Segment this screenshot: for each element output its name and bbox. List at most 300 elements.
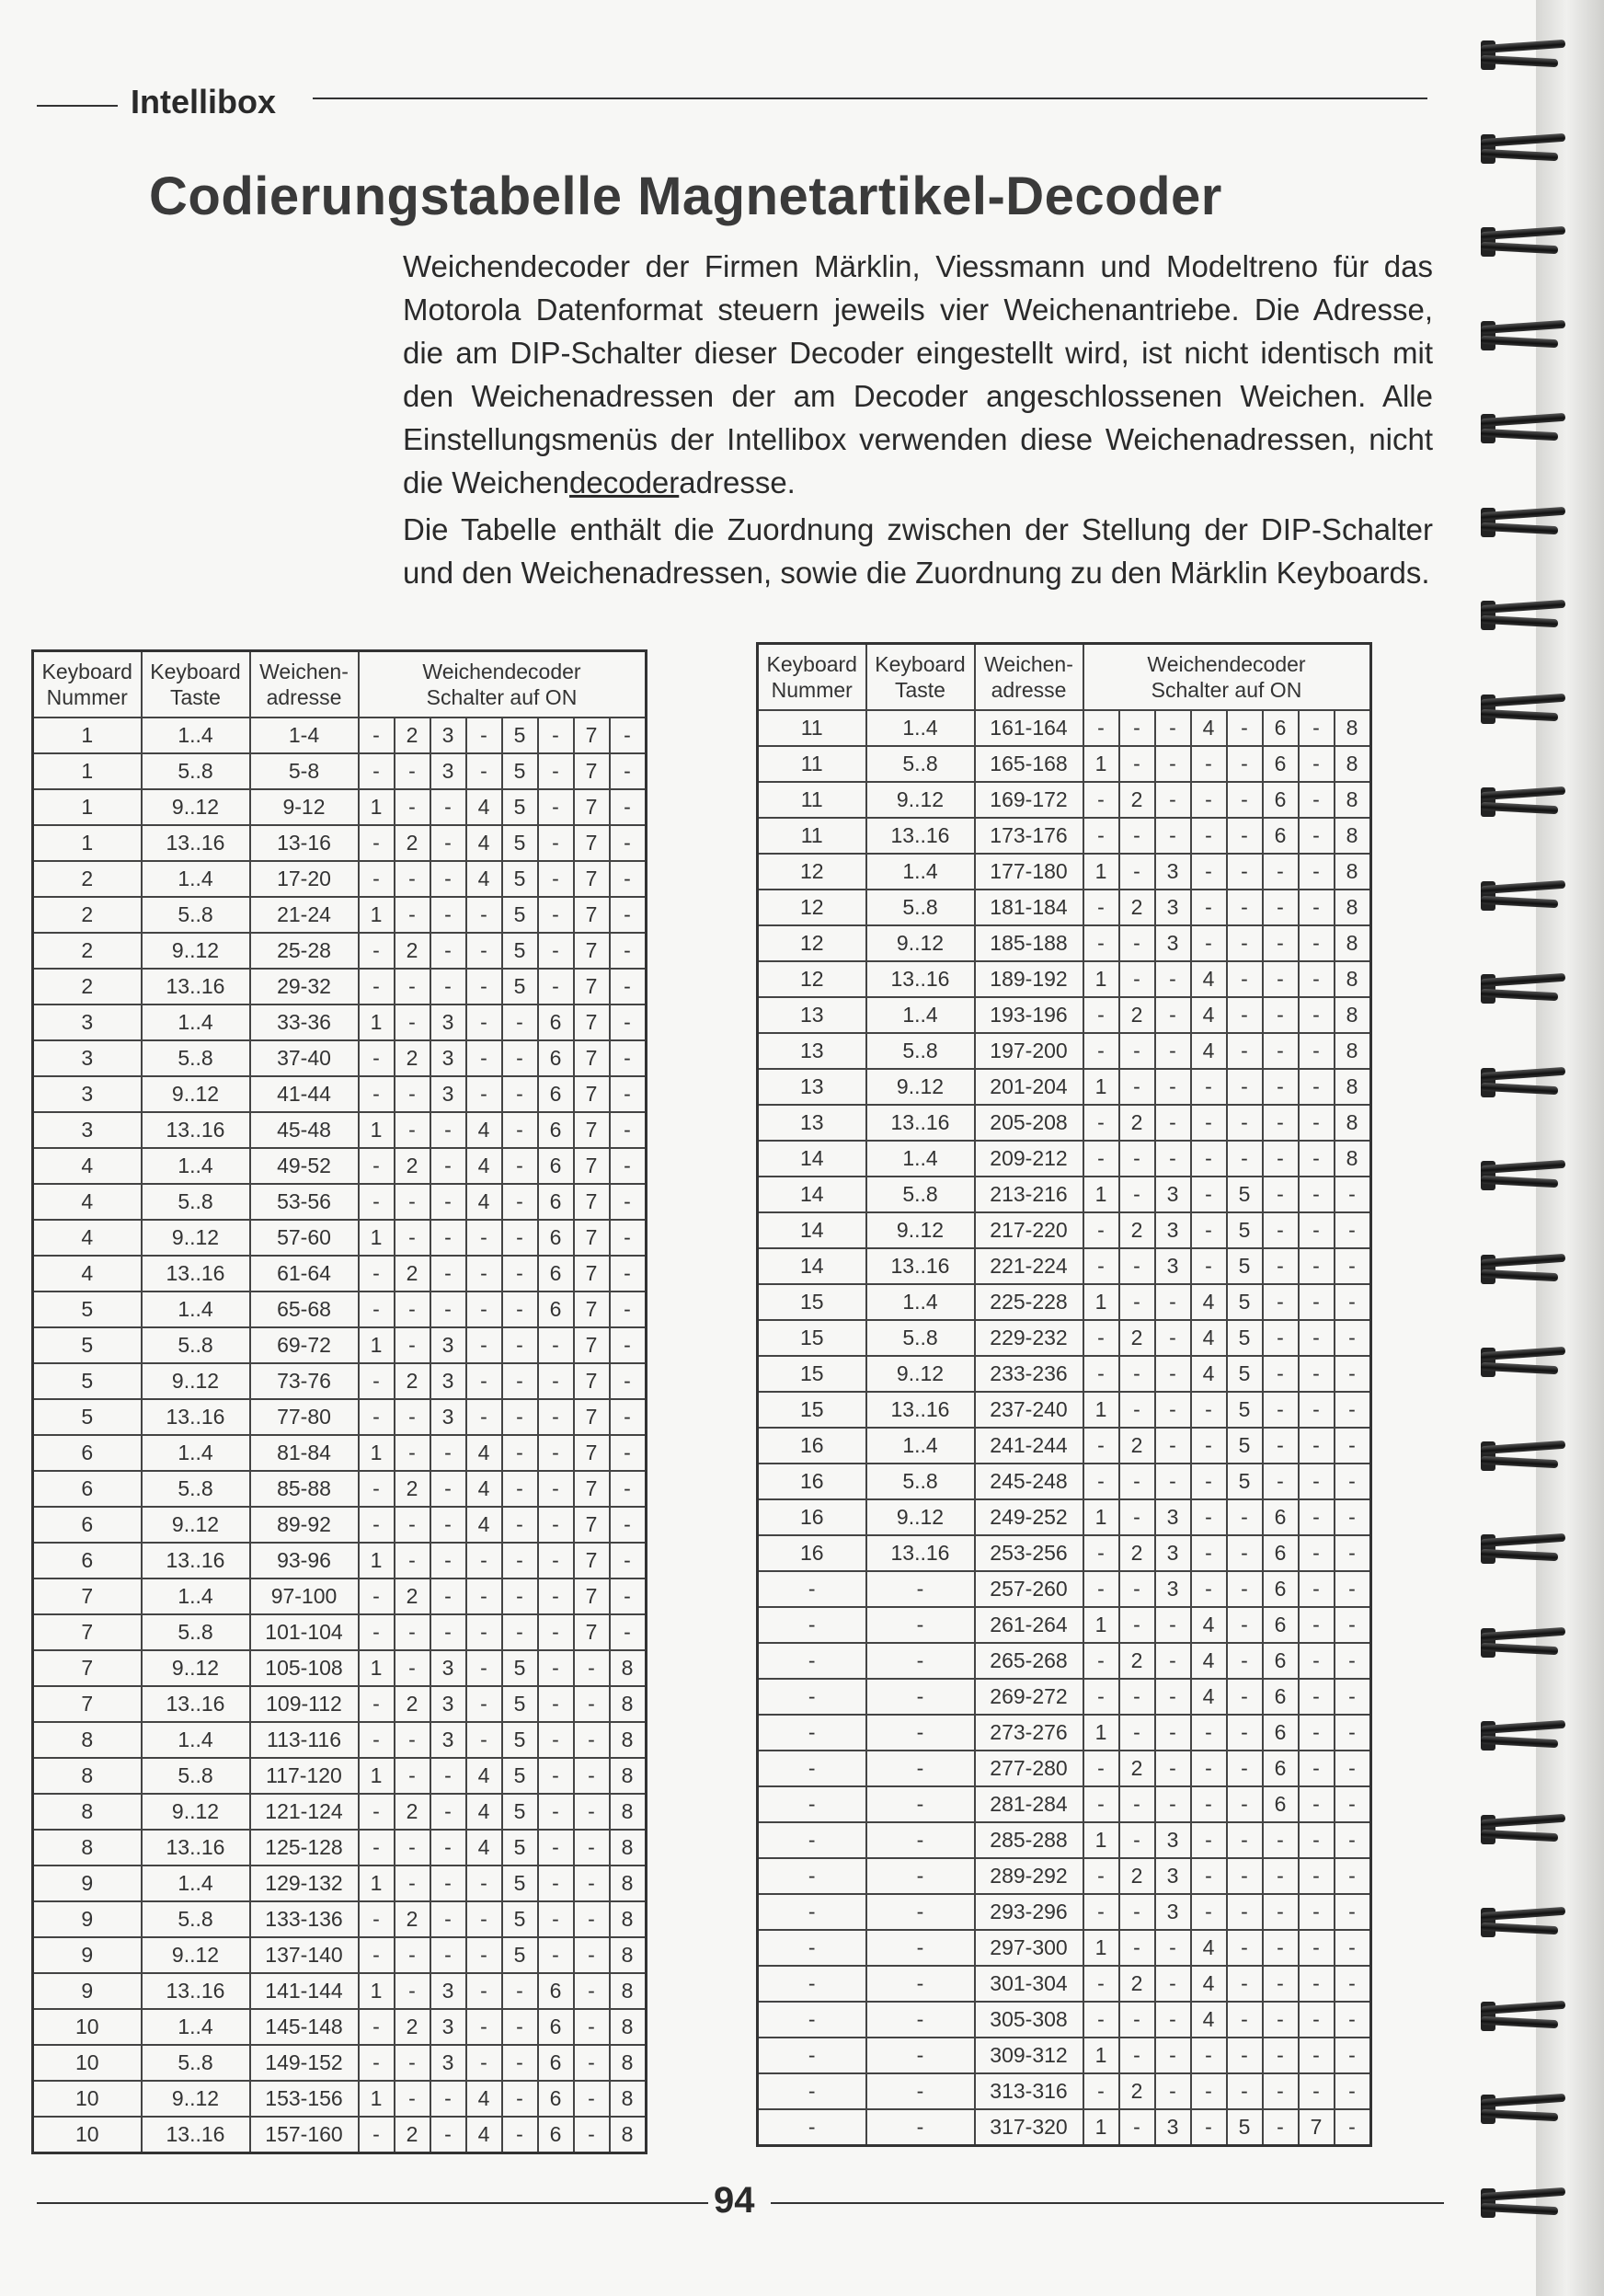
switch-2-cell: - xyxy=(1119,1571,1155,1607)
binding-ring-icon xyxy=(1481,1531,1573,1567)
switch-3-cell: - xyxy=(430,933,466,969)
switch-3-cell: 3 xyxy=(430,1076,466,1112)
switch-7-cell: - xyxy=(1299,1105,1335,1141)
switch-4-cell: - xyxy=(466,1399,502,1435)
table-row xyxy=(758,1535,1371,1571)
weichenadresse-cell: 277-280 xyxy=(975,1751,1083,1786)
table-row xyxy=(758,1607,1371,1643)
switch-3-cell: - xyxy=(430,1614,466,1650)
keyboard-taste-cell: 1..4 xyxy=(866,710,975,746)
weichenadresse-cell: 113-116 xyxy=(250,1722,359,1758)
switch-5-cell: - xyxy=(1227,818,1263,854)
table-row xyxy=(33,1901,647,1937)
switch-1-cell: 1 xyxy=(359,1650,395,1686)
switch-8-cell: - xyxy=(610,718,647,753)
switch-2-cell: 2 xyxy=(1119,1643,1155,1679)
switch-8-cell: - xyxy=(610,1614,647,1650)
switch-3-cell: - xyxy=(1155,1607,1191,1643)
switch-3-cell: 3 xyxy=(430,1004,466,1040)
switch-8-cell: 8 xyxy=(610,1650,647,1686)
header-line: Keyboard xyxy=(875,652,966,676)
switch-1-cell: - xyxy=(359,1901,395,1937)
switch-5-cell: - xyxy=(1227,2002,1263,2038)
switch-7-cell: - xyxy=(574,1830,610,1866)
keyboard-taste-cell: 1..4 xyxy=(142,1435,250,1471)
switch-2-cell: 2 xyxy=(1119,1535,1155,1571)
switch-4-cell: 4 xyxy=(466,1435,502,1471)
switch-5-cell: - xyxy=(1227,2073,1263,2109)
switch-8-cell: - xyxy=(610,1112,647,1148)
switch-4-cell: - xyxy=(1191,1499,1227,1535)
weichenadresse-cell: 13-16 xyxy=(250,825,359,861)
table-row xyxy=(33,1471,647,1507)
switch-8-cell: 8 xyxy=(610,1973,647,2009)
switch-6-cell: 6 xyxy=(538,1973,574,2009)
keyboard-nummer-cell: 10 xyxy=(33,2117,142,2153)
switch-5-cell: - xyxy=(502,1543,538,1578)
table-row xyxy=(758,1930,1371,1966)
table-row xyxy=(758,710,1371,746)
switch-8-cell: 8 xyxy=(610,1937,647,1973)
switch-4-cell: - xyxy=(466,1543,502,1578)
table-row xyxy=(33,1722,647,1758)
switch-7-cell: - xyxy=(574,1722,610,1758)
keyboard-taste-cell: 5..8 xyxy=(142,1758,250,1794)
weichenadresse-cell: 261-264 xyxy=(975,1607,1083,1643)
switch-1-cell: 1 xyxy=(359,1220,395,1256)
table-row xyxy=(33,1794,647,1830)
switch-3-cell: - xyxy=(1155,2073,1191,2109)
keyboard-taste-cell: 1..4 xyxy=(866,1284,975,1320)
switch-1-cell: 1 xyxy=(1083,1715,1119,1751)
switch-6-cell: - xyxy=(1263,2073,1299,2109)
switch-5-cell: - xyxy=(1227,1571,1263,1607)
switch-6-cell: - xyxy=(538,1830,574,1866)
switch-2-cell: 2 xyxy=(395,2009,430,2045)
switch-1-cell: - xyxy=(359,1256,395,1292)
switch-5-cell: - xyxy=(502,2045,538,2081)
keyboard-taste-cell: 1..4 xyxy=(142,718,250,753)
keyboard-nummer-cell: 11 xyxy=(758,818,866,854)
keyboard-taste-cell: 5..8 xyxy=(142,1327,250,1363)
intro-paragraph-1 xyxy=(403,245,1433,504)
switch-6-cell: - xyxy=(1263,854,1299,890)
switch-1-cell: 1 xyxy=(1083,1822,1119,1858)
header-rule-left xyxy=(37,105,118,107)
keyboard-nummer-cell: 13 xyxy=(758,1105,866,1141)
header-line: Weichen- xyxy=(259,660,349,683)
switch-6-cell: - xyxy=(1263,1392,1299,1428)
switch-1-cell: 1 xyxy=(359,1112,395,1148)
switch-8-cell: - xyxy=(1335,2002,1371,2038)
switch-8-cell: - xyxy=(610,1148,647,1184)
table-row xyxy=(758,961,1371,997)
switch-4-cell: 4 xyxy=(1191,1320,1227,1356)
switch-3-cell: 3 xyxy=(430,1686,466,1722)
table-row xyxy=(33,1543,647,1578)
switch-8-cell: - xyxy=(610,825,647,861)
switch-5-cell: - xyxy=(1227,890,1263,925)
switch-2-cell: - xyxy=(395,1004,430,1040)
binding-ring-icon xyxy=(1481,970,1573,1007)
keyboard-taste-cell: - xyxy=(866,1786,975,1822)
switch-4-cell: - xyxy=(1191,1392,1227,1428)
switch-4-cell: 4 xyxy=(1191,710,1227,746)
switch-5-cell: 5 xyxy=(502,1901,538,1937)
weichenadresse-cell: 89-92 xyxy=(250,1507,359,1543)
switch-4-cell: 4 xyxy=(1191,1284,1227,1320)
switch-1-cell: - xyxy=(1083,2002,1119,2038)
switch-2-cell: - xyxy=(1119,1392,1155,1428)
switch-2-cell: - xyxy=(395,1543,430,1578)
switch-1-cell: - xyxy=(359,1363,395,1399)
binding-ring-icon xyxy=(1481,1998,1573,2035)
switch-1-cell: - xyxy=(1083,997,1119,1033)
switch-7-cell: 7 xyxy=(574,1578,610,1614)
switch-2-cell: - xyxy=(1119,1464,1155,1499)
switch-8-cell: 8 xyxy=(610,2009,647,2045)
switch-3-cell: - xyxy=(430,1543,466,1578)
switch-3-cell: - xyxy=(1155,1356,1191,1392)
switch-2-cell: - xyxy=(1119,2002,1155,2038)
switch-5-cell: - xyxy=(502,1507,538,1543)
weichenadresse-cell: 121-124 xyxy=(250,1794,359,1830)
switch-4-cell: - xyxy=(1191,1212,1227,1248)
switch-4-cell: - xyxy=(466,969,502,1004)
weichenadresse-cell: 149-152 xyxy=(250,2045,359,2081)
switch-6-cell: - xyxy=(538,1686,574,1722)
switch-6-cell: - xyxy=(1263,1069,1299,1105)
intro-p1-text: Weichendecoder der Firmen Märklin, Viessmann und Modeltreno für das Motorola Datenformat steuern jeweils vier Weichenantriebe. Die Adresse, die am DIP-Schalter dieser Decoder eingestellt wird, ist nicht identisch mit den Weichenadressen der am Decoder angeschlossenen Weichen. Alle Einstellungsmenüs der Intellibox verwenden diese Weichenadressen, nicht die Weichen xyxy=(403,249,1433,499)
switch-7-cell: - xyxy=(1299,1141,1335,1177)
weichenadresse-cell: 9-12 xyxy=(250,789,359,825)
switch-4-cell: - xyxy=(466,1004,502,1040)
header-weichendecoder xyxy=(359,651,647,718)
switch-1-cell: - xyxy=(1083,782,1119,818)
weichenadresse-cell: 17-20 xyxy=(250,861,359,897)
switch-4-cell: 4 xyxy=(1191,961,1227,997)
keyboard-nummer-cell: 12 xyxy=(758,854,866,890)
header-line: Taste xyxy=(895,678,945,702)
switch-3-cell: - xyxy=(430,825,466,861)
table-row xyxy=(33,2081,647,2117)
switch-1-cell: - xyxy=(1083,1248,1119,1284)
switch-3-cell: 3 xyxy=(1155,1177,1191,1212)
switch-1-cell: - xyxy=(1083,818,1119,854)
switch-8-cell: - xyxy=(610,1004,647,1040)
keyboard-nummer-cell: 7 xyxy=(33,1686,142,1722)
switch-2-cell: 2 xyxy=(395,825,430,861)
keyboard-taste-cell: 9..12 xyxy=(142,789,250,825)
switch-7-cell: - xyxy=(1299,1966,1335,2002)
binding-ring-icon xyxy=(1481,1438,1573,1475)
table-row xyxy=(33,1650,647,1686)
keyboard-nummer-cell: 14 xyxy=(758,1212,866,1248)
switch-4-cell: - xyxy=(1191,746,1227,782)
switch-1-cell: 1 xyxy=(1083,1177,1119,1212)
switch-7-cell: - xyxy=(1299,1786,1335,1822)
switch-8-cell: 8 xyxy=(1335,961,1371,997)
switch-6-cell: 6 xyxy=(538,1292,574,1327)
weichenadresse-cell: 109-112 xyxy=(250,1686,359,1722)
switch-6-cell: - xyxy=(538,1937,574,1973)
switch-1-cell: 1 xyxy=(359,1327,395,1363)
switch-7-cell: - xyxy=(574,1650,610,1686)
switch-1-cell: 1 xyxy=(359,1973,395,2009)
table-row xyxy=(758,782,1371,818)
switch-6-cell: - xyxy=(538,1578,574,1614)
weichenadresse-cell: 125-128 xyxy=(250,1830,359,1866)
switch-3-cell: 3 xyxy=(1155,1571,1191,1607)
keyboard-nummer-cell: 12 xyxy=(758,961,866,997)
keyboard-taste-cell: 9..12 xyxy=(866,925,975,961)
binding-ring-icon xyxy=(1481,1344,1573,1381)
switch-4-cell: - xyxy=(1191,1428,1227,1464)
switch-5-cell: - xyxy=(1227,1966,1263,2002)
switch-7-cell: 7 xyxy=(574,718,610,753)
weichenadresse-cell: 309-312 xyxy=(975,2038,1083,2073)
switch-5-cell: - xyxy=(1227,1141,1263,1177)
switch-1-cell: - xyxy=(1083,925,1119,961)
switch-2-cell: - xyxy=(1119,1033,1155,1069)
switch-6-cell: 6 xyxy=(538,1256,574,1292)
switch-3-cell: - xyxy=(430,1220,466,1256)
switch-7-cell: - xyxy=(1299,782,1335,818)
switch-3-cell: - xyxy=(1155,782,1191,818)
switch-2-cell: 2 xyxy=(395,1256,430,1292)
keyboard-nummer-cell: 14 xyxy=(758,1177,866,1212)
table-row xyxy=(33,1220,647,1256)
keyboard-nummer-cell: - xyxy=(758,1858,866,1894)
keyboard-nummer-cell: - xyxy=(758,2109,866,2146)
weichenadresse-cell: 77-80 xyxy=(250,1399,359,1435)
table-row xyxy=(33,1184,647,1220)
weichenadresse-cell: 213-216 xyxy=(975,1177,1083,1212)
switch-2-cell: - xyxy=(1119,854,1155,890)
switch-6-cell: - xyxy=(538,897,574,933)
switch-6-cell: - xyxy=(1263,1356,1299,1392)
switch-5-cell: 5 xyxy=(1227,2109,1263,2146)
keyboard-taste-cell: 5..8 xyxy=(142,753,250,789)
weichenadresse-cell: 221-224 xyxy=(975,1248,1083,1284)
keyboard-taste-cell: 13..16 xyxy=(142,1830,250,1866)
binding-ring-icon xyxy=(1481,1904,1573,1941)
switch-4-cell: 4 xyxy=(1191,1033,1227,1069)
keyboard-nummer-cell: 9 xyxy=(33,1866,142,1901)
switch-7-cell: - xyxy=(1299,1751,1335,1786)
header-weichenadresse xyxy=(250,651,359,718)
switch-8-cell: - xyxy=(1335,1822,1371,1858)
switch-7-cell: 7 xyxy=(574,1076,610,1112)
switch-3-cell: - xyxy=(430,1794,466,1830)
weichenadresse-cell: 189-192 xyxy=(975,961,1083,997)
switch-4-cell: 4 xyxy=(466,1758,502,1794)
keyboard-nummer-cell: - xyxy=(758,1751,866,1786)
switch-2-cell: - xyxy=(1119,2038,1155,2073)
switch-1-cell: 1 xyxy=(359,1866,395,1901)
weichenadresse-cell: 317-320 xyxy=(975,2109,1083,2146)
switch-6-cell: 6 xyxy=(538,1112,574,1148)
switch-3-cell: - xyxy=(1155,1679,1191,1715)
switch-3-cell: - xyxy=(430,1112,466,1148)
table-row xyxy=(33,1292,647,1327)
binding-ring-icon xyxy=(1481,1811,1573,1848)
keyboard-taste-cell: - xyxy=(866,2109,975,2146)
switch-4-cell: - xyxy=(1191,1141,1227,1177)
switch-4-cell: - xyxy=(1191,782,1227,818)
switch-8-cell: 8 xyxy=(610,1901,647,1937)
table-row xyxy=(758,1822,1371,1858)
switch-1-cell: 1 xyxy=(359,897,395,933)
switch-4-cell: - xyxy=(1191,1535,1227,1571)
switch-6-cell: - xyxy=(1263,1248,1299,1284)
switch-2-cell: - xyxy=(395,2081,430,2117)
switch-6-cell: 6 xyxy=(1263,710,1299,746)
switch-2-cell: 2 xyxy=(1119,997,1155,1033)
keyboard-nummer-cell: 1 xyxy=(33,825,142,861)
switch-5-cell: - xyxy=(502,1184,538,1220)
switch-7-cell: - xyxy=(1299,2038,1335,2073)
switch-4-cell: - xyxy=(466,753,502,789)
switch-3-cell: - xyxy=(1155,1069,1191,1105)
switch-7-cell: - xyxy=(1299,854,1335,890)
switch-4-cell: 4 xyxy=(466,1112,502,1148)
keyboard-nummer-cell: 6 xyxy=(33,1543,142,1578)
switch-8-cell: - xyxy=(1335,1535,1371,1571)
table-row xyxy=(33,2009,647,2045)
table-row xyxy=(758,1499,1371,1535)
switch-2-cell: 2 xyxy=(1119,1751,1155,1786)
switch-5-cell: - xyxy=(502,1112,538,1148)
keyboard-taste-cell: 13..16 xyxy=(866,1535,975,1571)
weichenadresse-cell: 25-28 xyxy=(250,933,359,969)
switch-8-cell: - xyxy=(1335,1786,1371,1822)
switch-6-cell: 6 xyxy=(1263,1571,1299,1607)
switch-2-cell: - xyxy=(1119,1715,1155,1751)
switch-2-cell: - xyxy=(1119,1607,1155,1643)
weichenadresse-cell: 73-76 xyxy=(250,1363,359,1399)
switch-8-cell: - xyxy=(610,933,647,969)
switch-3-cell: - xyxy=(1155,818,1191,854)
switch-6-cell: 6 xyxy=(538,1148,574,1184)
switch-7-cell: - xyxy=(1299,1392,1335,1428)
table-row xyxy=(758,1464,1371,1499)
switch-1-cell: - xyxy=(1083,890,1119,925)
switch-8-cell: - xyxy=(1335,2109,1371,2146)
switch-4-cell: - xyxy=(466,1292,502,1327)
keyboard-nummer-cell: 8 xyxy=(33,1794,142,1830)
switch-7-cell: - xyxy=(1299,961,1335,997)
weichenadresse-cell: 313-316 xyxy=(975,2073,1083,2109)
switch-2-cell: - xyxy=(1119,2109,1155,2146)
keyboard-nummer-cell: 11 xyxy=(758,746,866,782)
switch-8-cell: 8 xyxy=(610,2081,647,2117)
switch-6-cell: - xyxy=(538,1901,574,1937)
header-keyboard-nummer xyxy=(758,644,866,711)
switch-4-cell: - xyxy=(1191,854,1227,890)
switch-5-cell: - xyxy=(502,1076,538,1112)
switch-8-cell: 8 xyxy=(610,1866,647,1901)
table-row xyxy=(758,1141,1371,1177)
switch-4-cell: - xyxy=(1191,1751,1227,1786)
switch-3-cell: - xyxy=(1155,1966,1191,2002)
switch-2-cell: 2 xyxy=(395,1578,430,1614)
switch-7-cell: 7 xyxy=(574,861,610,897)
binding-ring-icon xyxy=(1481,317,1573,354)
switch-3-cell: 3 xyxy=(1155,925,1191,961)
weichenadresse-cell: 161-164 xyxy=(975,710,1083,746)
switch-7-cell: - xyxy=(574,1758,610,1794)
table-row xyxy=(758,1069,1371,1105)
intro-p1-underlined: decoder xyxy=(569,465,680,499)
switch-2-cell: - xyxy=(395,1722,430,1758)
switch-4-cell: - xyxy=(1191,890,1227,925)
table-header-row xyxy=(33,651,647,718)
switch-1-cell: - xyxy=(1083,1751,1119,1786)
keyboard-taste-cell: 13..16 xyxy=(142,1112,250,1148)
weichenadresse-cell: 205-208 xyxy=(975,1105,1083,1141)
weichenadresse-cell: 53-56 xyxy=(250,1184,359,1220)
switch-5-cell: 5 xyxy=(502,825,538,861)
switch-3-cell: - xyxy=(1155,1428,1191,1464)
switch-6-cell: 6 xyxy=(1263,746,1299,782)
switch-4-cell: - xyxy=(466,1327,502,1363)
switch-5-cell: - xyxy=(502,1327,538,1363)
switch-6-cell: - xyxy=(1263,997,1299,1033)
switch-6-cell: - xyxy=(538,718,574,753)
switch-4-cell: - xyxy=(466,1937,502,1973)
table-row xyxy=(33,1758,647,1794)
switch-2-cell: - xyxy=(395,969,430,1004)
switch-3-cell: - xyxy=(430,1830,466,1866)
keyboard-taste-cell: - xyxy=(866,2002,975,2038)
switch-4-cell: 4 xyxy=(1191,2002,1227,2038)
switch-6-cell: - xyxy=(538,1614,574,1650)
switch-6-cell: - xyxy=(538,753,574,789)
switch-1-cell: 1 xyxy=(1083,1499,1119,1535)
weichenadresse-cell: 117-120 xyxy=(250,1758,359,1794)
switch-1-cell: - xyxy=(359,1830,395,1866)
keyboard-nummer-cell: 2 xyxy=(33,897,142,933)
switch-8-cell: - xyxy=(610,897,647,933)
table-row xyxy=(758,2038,1371,2073)
keyboard-taste-cell: 5..8 xyxy=(866,890,975,925)
switch-2-cell: - xyxy=(395,2045,430,2081)
switch-7-cell: - xyxy=(574,2009,610,2045)
switch-6-cell: - xyxy=(1263,1177,1299,1212)
keyboard-nummer-cell: - xyxy=(758,1607,866,1643)
switch-6-cell: - xyxy=(1263,890,1299,925)
switch-3-cell: 3 xyxy=(1155,1535,1191,1571)
weichenadresse-cell: 137-140 xyxy=(250,1937,359,1973)
switch-5-cell: - xyxy=(1227,1715,1263,1751)
switch-7-cell: 7 xyxy=(574,1004,610,1040)
switch-6-cell: - xyxy=(1263,1858,1299,1894)
switch-8-cell: 8 xyxy=(610,1794,647,1830)
keyboard-taste-cell: 9..12 xyxy=(866,1356,975,1392)
switch-8-cell: - xyxy=(1335,1966,1371,2002)
switch-2-cell: 2 xyxy=(1119,1105,1155,1141)
switch-5-cell: - xyxy=(1227,961,1263,997)
switch-4-cell: - xyxy=(466,933,502,969)
switch-5-cell: - xyxy=(502,1578,538,1614)
keyboard-nummer-cell: 15 xyxy=(758,1356,866,1392)
switch-6-cell: 6 xyxy=(1263,1751,1299,1786)
switch-1-cell: 1 xyxy=(1083,2038,1119,2073)
switch-8-cell: - xyxy=(1335,2038,1371,2073)
switch-6-cell: - xyxy=(1263,1966,1299,2002)
switch-7-cell: - xyxy=(1299,1248,1335,1284)
